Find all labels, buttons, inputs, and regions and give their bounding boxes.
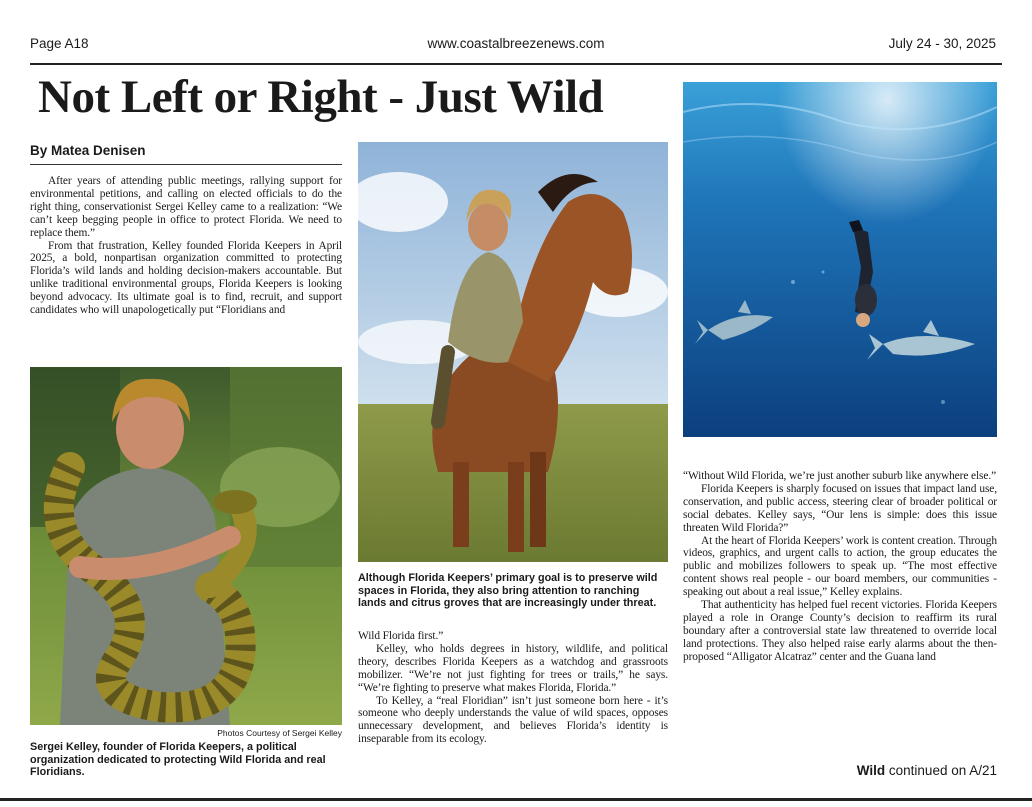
photo-caption-snake: Sergei Kelley, founder of Florida Keepers, a political organization dedicated to protecting Wild Florida and real Floridians.: [30, 741, 326, 778]
page-header: [0, 30, 1032, 58]
headline: Not Left or Right - Just Wild: [38, 71, 604, 123]
paragraph: From that frustration, Kelley founded Florida Keepers in April 2025, a bold, nonpartisan organization committed to protecting Florida’s wild lands and holding decision-makers accountable. But unlike traditional environmental groups, Florida Keepers is looking beyond advocacy. Its ultimate goal is to find, recruit, and support candidates who will unapologetically put “Floridians and: [30, 239, 342, 317]
photo-man-on-horse: [358, 142, 668, 562]
photo-credit: Photos Courtesy of Sergei Kelley: [217, 728, 342, 738]
paragraph: After years of attending public meetings, rallying support for environmental petitions, and calling on elected officials to do the right thing, conservationist Sergei Kelley came to a realization: “We can’t keep begging people in office to protect Florida. We need to replace them.”: [30, 175, 342, 239]
issue-date: July 24 - 30, 2025: [888, 36, 996, 51]
article-column-3: [683, 470, 997, 664]
photo-freediver-with-sharks: [683, 82, 997, 437]
header-rule: [30, 63, 1002, 65]
byline: By Matea Denisen: [30, 143, 342, 165]
paragraph: Florida Keepers is sharply focused on issues that impact land use, conservation, and public access, steering clear of broader political or social debates. Kelley says, “Our lens is simple: does this issue threaten Wild Florida?”: [683, 482, 997, 534]
page-number: Page A18: [30, 36, 89, 51]
paragraph: That authenticity has helped fuel recent victories. Florida Keepers played a role in Orange County’s decision to reaffirm its rural boundary after a controversial state law threatened to override local land protections. They also helped raise early alarms about the then-proposed “Alligator Alcatraz” center and the Guana land: [683, 599, 997, 663]
paragraph-continuation: “Without Wild Florida, we’re just another suburb like anywhere else.”: [683, 470, 997, 482]
paragraph: At the heart of Florida Keepers’ work is content creation. Through videos, graphics, and urgent calls to action, the group educates the public and mobilizes followers to speak up. “The most effective content shows real people - our board members, our communities - speaking out about a real issue,” Kelley explains.: [683, 534, 997, 599]
article-column-2: [358, 630, 668, 746]
photo-man-with-anaconda: [30, 367, 342, 725]
paragraph: To Kelley, a “real Floridian” isn’t just someone born here - it’s someone who deeply understands the value of wild spaces, opposes unnecessary development, and believes Florida’s identity is inseparable from its ecology.: [358, 694, 668, 746]
website-url: www.coastalbreezenews.com: [427, 36, 605, 51]
continued-keyword: Wild: [856, 763, 886, 778]
continued-text: continued on A/21: [885, 763, 997, 778]
paragraph: Kelley, who holds degrees in history, wildlife, and political theory, describes Florida Keepers as a watchdog and grassroots mobilizer. “We’re not just fighting for trees or trails,” he says. “We’re fighting to preserve what makes Florida, Florida.”: [358, 642, 668, 694]
photo-caption-horse: Although Florida Keepers’ primary goal is to preserve wild spaces in Florida, they also bring attention to ranching lands and citrus groves that are increasingly under threat.: [358, 572, 658, 609]
continued-on-link[interactable]: [683, 763, 997, 778]
article-column-1: [30, 175, 342, 317]
footer-rule: [0, 798, 1032, 801]
paragraph-continuation: Wild Florida first.”: [358, 630, 444, 642]
